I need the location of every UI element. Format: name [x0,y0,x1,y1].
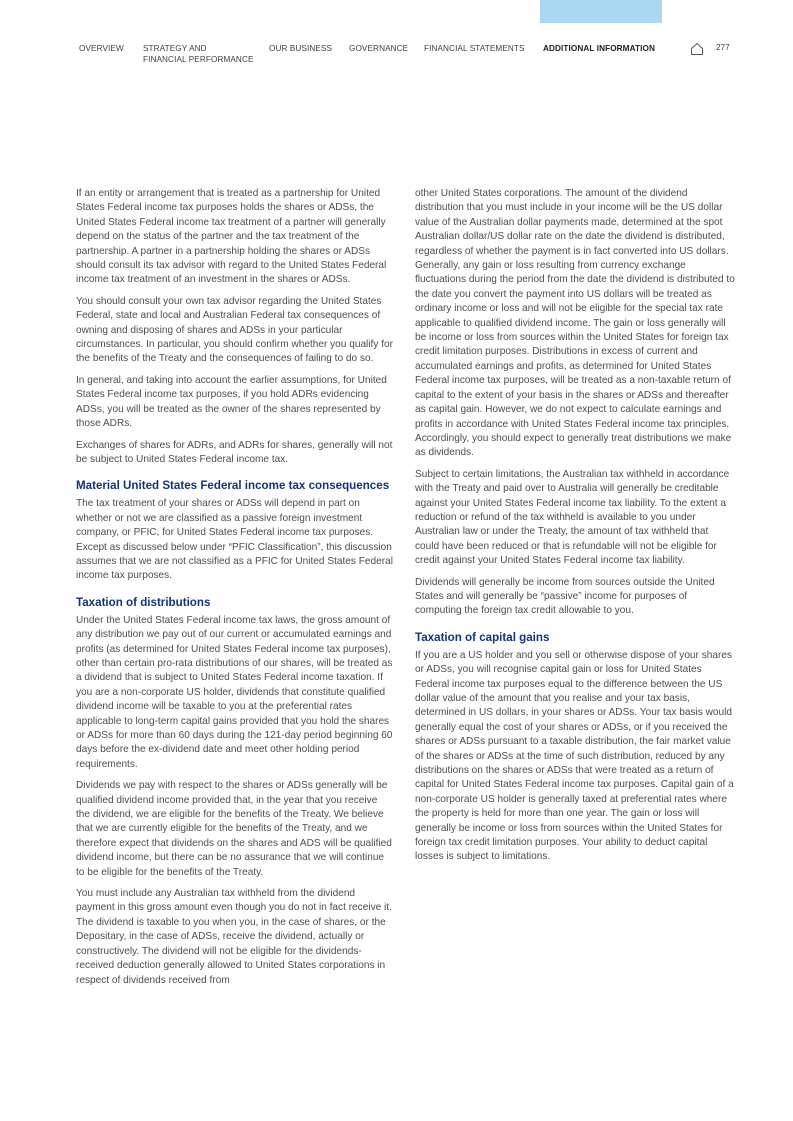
paragraph: other United States corporations. The amount of the dividend distribution that you must include in your income will be the US dollar value of the Australian dollar payments made, determined at the spot Australian dollar/US dollar rate on the date the dividend is distributed, regardless of whether the payment is in fact converted into US dollars. Generally, any gain or loss resulting from currency exchange fluctuations during the period from the date the dividend is distributed to the date you convert the payment into US dollars will be treated as ordinary income or loss and will not be eligible for the special tax rate applicable to qualified dividend income. The gain or loss generally will be income or loss from sources within the United States for foreign tax credit limitation purposes. Distributions in excess of current and accumulated earnings and profits, as determined for United States Federal income tax purposes, will be treated as a non-taxable return of capital to the extent of your basis in the shares or ADSs and thereafter as capital gain. However, we do not expect to calculate earnings and profits in accordance with United States Federal income tax principles. Accordingly, you should expect to generally treat distributions we make as dividends. [415,188,735,459]
nav-additional-information[interactable]: ADDITIONAL INFORMATION [543,44,655,53]
paragraph: If you are a US holder and you sell or otherwise dispose of your shares or ADSs, you will recognise capital gain or loss for United States Federal income tax purposes equal to the difference between the US dollar value of the amount that you realise and your tax basis, determined in US dollars, in your shares or ADSs. Your tax basis would generally equal the cost of your shares or ADSs, or if you received the shares or ADSs pursuant to a taxable distribution, the fair market value of the shares or ADSs at the time of such distribution, reduced by any distributions on the shares or ADSs that were treated as a return of capital for United States Federal income tax purposes. Capital gain of a non-corporate US holder is generally taxed at preferential rates where the property is held for more than one year. The gain or loss will generally be income or loss from sources within the United States for foreign tax credit limitation purposes. Your ability to deduct capital losses is subject to limitations. [415,649,734,863]
paragraph: Dividends we pay with respect to the shares or ADSs generally will be qualified dividend income provided that, in the year that you receive the dividend, we are eligible for the benefits of the Treaty. We believe that we are currently eligible for the benefits of the Treaty, and we therefore expect that dividends on the shares and ADS will be qualified dividend income, but there can be no assurance that we will continue to be eligible for the benefits of the Treaty. [76,780,392,878]
paragraph: If an entity or arrangement that is treated as a partnership for United States Federal income tax purposes holds the shares or ADSs, the United States Federal income tax treatment of a partner will generally depend on the status of the partner and the tax treatment of the partnership. A partner in a partnership holding the shares or ADSs should consult its tax advisor with regard to the United States Federal income tax treatment of an investment in the shares or ADSs. [76,188,387,286]
home-icon[interactable] [690,42,704,56]
nav-strategy[interactable] [143,43,254,65]
paragraph: Exchanges of shares for ADRs, and ADRs for shares, generally will not be subject to United States Federal income tax. [76,439,393,465]
header-accent-tab [540,0,662,23]
right-column [415,187,735,872]
page-number: 277 [716,43,730,52]
nav-financial-statements[interactable]: FINANCIAL STATEMENTS [424,44,525,53]
section-heading-material-consequences: Material United States Federal income tax consequences [76,479,390,493]
nav-strategy-line2: FINANCIAL PERFORMANCE [143,55,254,64]
section-heading-taxation-of-distributions: Taxation of distributions [76,595,211,609]
left-column [76,187,393,995]
top-navigation [0,43,793,73]
paragraph: In general, and taking into account the earlier assumptions, for United States Federal income tax purposes, if you hold ADRs evidencing ADSs, you will be treated as the owner of the shares represented by those ADRs. [76,374,387,430]
nav-overview[interactable]: OVERVIEW [79,44,124,53]
paragraph: Dividends will generally be income from sources outside the United States and will generally be “passive” income for purposes of computing the foreign tax credit allowable to you. [415,576,715,617]
paragraph: Under the United States Federal income tax laws, the gross amount of any distribution we pay out of our current or accumulated earnings and profits (as determined for United States Federal income tax purposes), other than certain pro-rata distributions of our shares, will be treated as a dividend that is subject to United States Federal income taxation. If you are a non-corporate US holder, dividends that constitute qualified dividend income will be taxable to you at the preferential rates applicable to long-term capital gains provided that you hold the shares or ADSs for more than 60 days during the 121-day period beginning 60 days before the ex-dividend date and meet other holding period requirements. [76,614,393,770]
nav-our-business[interactable]: OUR BUSINESS [269,44,333,53]
section-heading-taxation-of-capital-gains: Taxation of capital gains [415,630,550,644]
paragraph: You must include any Australian tax withheld from the dividend payment in this gross amount even though you do not in fact receive it. The dividend is taxable to you when you, in the case of shares, or the Depositary, in the case of ADSs, receive the dividend, actually or constructively. The dividend will not be eligible for the dividends-received deduction generally allowed to United States corporations in respect of dividends received from [76,888,392,986]
nav-strategy-line1: STRATEGY AND [143,44,207,53]
nav-governance[interactable]: GOVERNANCE [349,44,409,53]
paragraph: You should consult your own tax advisor regarding the United States Federal, state and local and Australian Federal tax consequences of owning and disposing of shares and ADSs in your particular circumstances. In particular, you should confirm whether you qualify for the benefits of the Treaty and the consequences of failing to do so. [76,295,393,365]
paragraph: Subject to certain limitations, the Australian tax withheld in accordance with the Treaty and paid over to Australia will generally be creditable against your United States Federal income tax liability. To the extent a reduction or refund of the tax withheld is available to you under Australian law or under the Treaty, the amount of tax withheld that could have been reduced or that is refundable will not be eligible for credit against your United States Federal income tax liability. [415,468,730,567]
paragraph: The tax treatment of your shares or ADSs will depend in part on whether or not we are classified as a passive foreign investment company, or PFIC, for United States Federal income tax purposes. Except as discussed below under “PFIC Classification”, this discussion assumes that we are not classified as a PFIC for United States Federal income tax purposes. [76,498,393,582]
